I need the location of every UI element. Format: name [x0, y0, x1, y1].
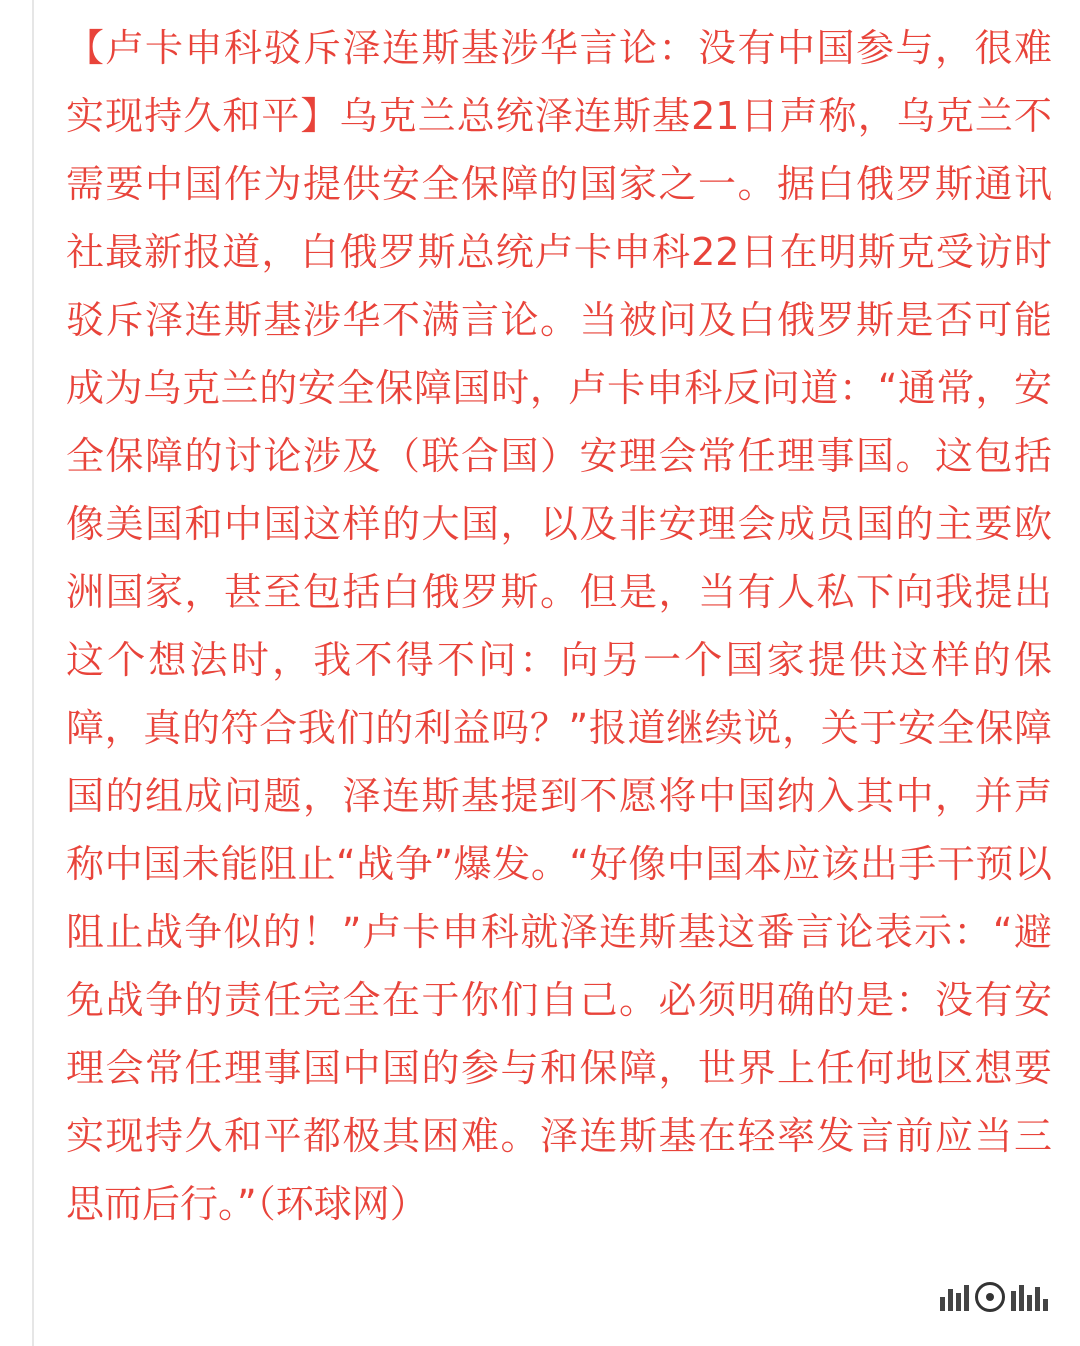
article-body: 乌克兰总统泽连斯基21日声称，乌克兰不需要中国作为提供安全保障的国家之一。据白俄罗斯通讯社最新报道，白俄罗斯总统卢卡申科22日在明斯克受访时驳斥泽连斯基涉华不满言论。当被问及白俄罗斯是否可能成为乌克兰的安全保障国时，卢卡申科反问道：“通常，安全保障的讨论涉及（联合国）安理会常任理事国。这包括像美国和中国这样的大国，以及非安理会成员国的主要欧洲国家，甚至包括白俄罗斯。但是，当有人私下向我提出这个想法时，我不得不问：向另一个国家提供这样的保障，真的符合我们的利益吗？”报道继续说，关于安全保障国的组成问题，泽连斯基提到不愿将中国纳入其中，并声称中国未能阻止“战争”爆发。“好像中国本应该出手干预以阻止战争似的！”卢卡申科就泽连斯基这番言论表示：“避免战争的责任完全在于你们自己。必须明确的是：没有安理会常任理事国中国的参与和保障，世界上任何地区想要实现持久和平都极其困难。泽连斯基在轻率发言前应当三思而后行。” [66, 94, 1052, 1226]
article-headline: 【卢卡申科驳斥泽连斯基涉华言论：没有中国参与，很难实现持久和平】 [66, 26, 1052, 138]
news-article [66, 14, 1052, 1238]
article-source: （环球网） [256, 1182, 428, 1226]
watermark-bars-icon [940, 1283, 969, 1311]
watermark-bars-icon-2 [1011, 1283, 1048, 1311]
platform-watermark [932, 1278, 1056, 1316]
platform-logo-icon [975, 1282, 1005, 1312]
left-margin-rule [32, 0, 34, 1346]
